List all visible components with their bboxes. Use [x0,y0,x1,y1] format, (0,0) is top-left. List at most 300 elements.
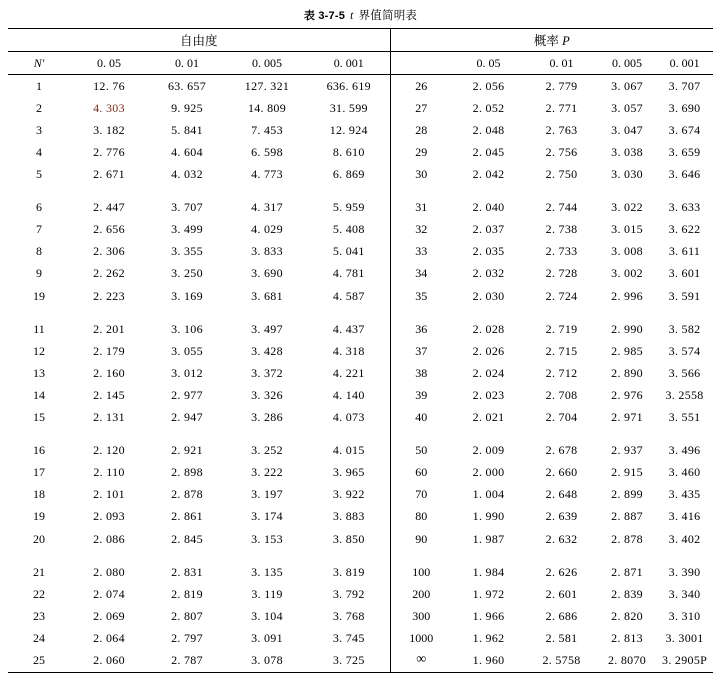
value-left-1: 2. 797 [171,630,203,645]
value-left-1: 4. 032 [171,167,203,182]
value-left-0: 2. 223 [93,288,125,303]
table-row [8,462,713,484]
value-right-0: 2. 045 [472,145,505,160]
value-left-1: 2. 947 [171,410,203,425]
table-wrapper [8,28,713,673]
row-index-right: 35 [415,288,428,303]
table-row [8,285,713,307]
table-row [8,528,713,550]
column-header-left-2: 0. 005 [226,52,308,75]
spacer-left [8,429,390,440]
value-right-0: 2. 040 [472,200,505,215]
row-index-left: 24 [33,630,45,645]
spacer-left [8,186,390,197]
value-left-2: 3. 833 [251,244,283,259]
spacer-right [390,307,713,318]
table-row [8,164,713,186]
table-row [8,141,713,163]
row-index-right: 100 [412,564,431,579]
value-left-3: 3. 768 [308,605,390,627]
table-spacer-row [8,186,713,197]
value-left-0: 2. 262 [93,266,125,281]
value-left-3: 636. 619 [308,75,390,98]
value-left-0: 2. 776 [93,145,125,160]
value-left-2: 127. 321 [226,75,308,98]
row-index-right: 37 [415,343,428,358]
row-index-left: 6 [36,200,42,215]
value-right-3: 3. 2558 [665,387,704,402]
value-left-0: 2. 064 [93,630,125,645]
value-right-3: 3. 416 [668,509,701,524]
group-header-row [8,29,713,52]
value-right-1: 2. 719 [545,321,578,336]
row-index-left: 16 [33,443,45,458]
row-index-right: 26 [390,75,452,98]
value-left-1: 63. 657 [148,75,226,98]
value-left-1: 2. 878 [171,487,203,502]
row-index-left: 9 [36,266,42,281]
value-right-2: 2. 839 [611,586,643,601]
value-left-3: 3. 819 [308,561,390,583]
value-left-0: 2. 201 [93,321,125,336]
value-right-1: 2. 660 [545,465,578,480]
value-left-3: 4. 318 [308,340,390,362]
row-index-right: 36 [415,321,428,336]
value-left-2: 3. 104 [251,608,283,623]
value-right-0: 2. 052 [472,100,505,115]
value-left-2: 3. 222 [251,465,283,480]
value-left-3: 4. 015 [308,440,390,462]
row-index-right: 34 [415,266,428,281]
table-row [8,97,713,119]
table-row [8,506,713,528]
value-right-3: 3. 601 [668,266,701,281]
row-index-right: 1000 [409,630,434,645]
table-row [8,649,713,672]
value-left-1: 2. 807 [171,608,203,623]
value-left-2: 3. 326 [251,387,283,402]
value-right-0: 1. 966 [472,608,505,623]
value-left-1: 2. 921 [171,443,203,458]
value-right-1: 2. 779 [525,75,598,98]
value-right-3: 3. 2905P [656,649,713,672]
row-index-left: 13 [33,365,45,380]
row-index-left: 12 [33,343,45,358]
row-index-left: 7 [36,222,42,237]
value-left-3: 31. 599 [308,97,390,119]
table-row [8,605,713,627]
value-left-1: 3. 055 [171,343,203,358]
table-spacer-row [8,429,713,440]
value-left-3: 6. 869 [308,164,390,186]
value-left-3: 4. 140 [308,384,390,406]
value-right-1: 2. 728 [545,266,578,281]
value-left-3: 3. 725 [308,649,390,672]
row-index-right: 38 [415,365,428,380]
row-index-right: 50 [415,443,428,458]
value-right-0: 1. 962 [472,630,505,645]
value-right-3: 3. 646 [668,167,701,182]
value-left-2: 3. 153 [251,531,283,546]
value-left-2: 3. 078 [226,649,308,672]
table-spacer-row [8,550,713,561]
row-index-right: 70 [415,487,428,502]
value-left-3: 5. 408 [308,219,390,241]
value-left-2: 7. 453 [251,122,283,137]
table-row [8,263,713,285]
caption-title: 界值简明表 [358,10,418,22]
row-index-left: 1 [8,75,70,98]
value-right-2: 2. 985 [611,343,643,358]
value-right-2: 2. 878 [611,531,643,546]
value-right-2: 2. 813 [611,630,643,645]
value-right-0: 2. 009 [472,443,505,458]
table-row [8,318,713,340]
table-caption [0,0,721,23]
value-right-2: 2. 990 [611,321,643,336]
value-right-3: 3. 690 [668,100,701,115]
table-number: 表 3-7-5 [303,10,346,22]
value-left-2: 3. 252 [251,443,283,458]
value-right-3: 3. 340 [668,586,701,601]
caption-italic-symbol: t [350,10,354,22]
value-left-3: 3. 792 [308,583,390,605]
value-left-0: 2. 656 [93,222,125,237]
value-right-2: 3. 002 [611,266,643,281]
table-body [8,29,713,673]
value-right-3: 3. 574 [668,343,701,358]
value-right-3: 3. 566 [668,365,701,380]
value-right-2: 3. 057 [611,100,643,115]
value-left-2: 3. 197 [251,487,283,502]
row-index-left: 8 [36,244,42,259]
value-right-1: 2. 738 [545,222,578,237]
value-left-0: 2. 306 [93,244,125,259]
table-spacer-row [8,307,713,318]
row-index-left: 19 [33,288,45,303]
table-row [8,241,713,263]
value-right-1: 2. 704 [545,410,578,425]
value-right-2: 2. 971 [611,410,643,425]
value-left-3: 5. 041 [308,241,390,263]
value-right-2: 3. 022 [611,200,643,215]
row-index-left: 15 [33,410,45,425]
value-left-3: 4. 781 [308,263,390,285]
value-left-1: 2. 831 [171,564,203,579]
column-header-right-3: 0. 001 [656,52,713,75]
row-index-right: 29 [415,145,428,160]
column-header-left-1: 0. 01 [148,52,226,75]
value-right-1: 2. 750 [545,167,578,182]
value-right-1: 2. 626 [545,564,578,579]
table-row [8,627,713,649]
value-right-2: 2. 996 [611,288,643,303]
value-right-3: 3. 582 [668,321,701,336]
value-left-0: 4. 303 [93,100,125,115]
value-left-3: 4. 221 [308,362,390,384]
value-right-2: 2. 915 [611,465,643,480]
value-right-0: 2. 032 [472,266,505,281]
value-left-2: 3. 286 [251,410,283,425]
value-right-0: 2. 028 [472,321,505,336]
value-right-1: 2. 708 [545,387,578,402]
value-left-0: 2. 179 [93,343,125,358]
value-left-0: 12. 76 [70,75,148,98]
value-right-2: 2. 937 [611,443,643,458]
row-index-right: 90 [415,531,428,546]
value-right-3: 3. 310 [668,608,701,623]
value-right-0: 1. 987 [472,531,505,546]
value-right-1: 2. 763 [545,122,578,137]
value-right-0: 2. 000 [472,465,505,480]
table-row [8,219,713,241]
value-right-2: 2. 871 [611,564,643,579]
row-index-right: 39 [415,387,428,402]
value-left-2: 4. 773 [251,167,283,182]
value-right-1: 2. 639 [545,509,578,524]
value-right-2: 2. 8070 [598,649,656,672]
value-right-0: 2. 026 [472,343,505,358]
row-index-right: 30 [415,167,428,182]
value-right-3: 3. 633 [668,200,701,215]
spacer-left [8,307,390,318]
value-right-3: 3. 611 [668,244,701,259]
value-right-0: 2. 023 [472,387,505,402]
value-left-1: 3. 355 [171,244,203,259]
value-right-0: 1. 972 [472,586,505,601]
row-index-right: 200 [412,586,431,601]
value-left-2: 3. 174 [251,509,283,524]
value-left-1: 2. 977 [171,387,203,402]
value-right-1: 2. 632 [545,531,578,546]
spacer-right [390,550,713,561]
table-row [8,440,713,462]
value-right-2: 3. 015 [611,222,643,237]
value-right-1: 2. 5758 [525,649,598,672]
value-right-0: 2. 035 [472,244,505,259]
table-row [8,362,713,384]
value-left-0: 2. 671 [93,167,125,182]
table-row [8,583,713,605]
row-index-right: 40 [415,410,428,425]
value-right-0: 2. 024 [472,365,505,380]
row-index-left: 3 [36,122,42,137]
value-left-3: 3. 922 [308,484,390,506]
row-index-left: 17 [33,465,45,480]
value-left-2: 4. 317 [251,200,283,215]
value-left-1: 2. 861 [171,509,203,524]
value-left-2: 3. 135 [251,564,283,579]
row-index-right: 60 [415,465,428,480]
value-left-2: 3. 372 [251,365,283,380]
value-left-1: 3. 250 [171,266,203,281]
column-header-left-3: 0. 001 [308,52,390,75]
value-left-2: 3. 690 [251,266,283,281]
value-left-0: 2. 160 [93,365,125,380]
value-left-3: 4. 437 [308,318,390,340]
value-left-3: 5. 959 [308,197,390,219]
spacer-left [8,550,390,561]
value-left-1: 3. 169 [171,288,203,303]
row-index-right: 80 [415,509,428,524]
value-right-2: 2. 899 [611,487,643,502]
value-left-0: 2. 060 [70,649,148,672]
row-index-left: 4 [36,145,42,160]
column-header-right-index [390,52,452,75]
column-header-right-0: 0. 05 [452,52,525,75]
value-left-1: 3. 707 [171,200,203,215]
value-left-0: 2. 110 [93,465,125,480]
value-left-1: 3. 012 [171,365,203,380]
value-left-0: 2. 080 [93,564,125,579]
row-index-left: 20 [33,531,45,546]
value-left-1: 5. 841 [171,122,203,137]
value-right-1: 2. 581 [545,630,578,645]
value-right-2: 3. 030 [611,167,643,182]
value-left-1: 2. 845 [171,531,203,546]
value-left-0: 2. 093 [93,509,125,524]
value-right-3: 3. 622 [668,222,701,237]
row-index-left: 25 [8,649,70,672]
row-index-left: 19 [33,509,45,524]
column-header-left-0: 0. 05 [70,52,148,75]
value-right-1: 2. 678 [545,443,578,458]
value-right-1: 2. 686 [545,608,578,623]
value-left-0: 2. 145 [93,387,125,402]
table-row [8,407,713,429]
row-index-left: 5 [36,167,42,182]
row-index-right: 33 [415,244,428,259]
value-left-2: 4. 029 [251,222,283,237]
column-header-right-1: 0. 01 [525,52,598,75]
value-left-0: 2. 101 [93,487,125,502]
value-left-3: 3. 850 [308,528,390,550]
value-right-0: 2. 048 [472,122,505,137]
row-index-left: 2 [36,100,42,115]
value-left-1: 9. 925 [171,100,203,115]
value-right-2: 3. 067 [598,75,656,98]
value-right-3: 3. 496 [668,443,701,458]
value-left-3: 12. 924 [308,119,390,141]
value-left-0: 2. 086 [93,531,125,546]
row-index-right: 31 [415,200,428,215]
value-left-3: 4. 073 [308,407,390,429]
value-right-1: 2. 648 [545,487,578,502]
value-right-3: 3. 659 [668,145,701,160]
value-right-3: 3. 674 [668,122,701,137]
value-right-2: 3. 047 [611,122,643,137]
value-left-2: 3. 091 [251,630,283,645]
value-left-0: 2. 131 [93,410,125,425]
value-left-3: 3. 965 [308,462,390,484]
table-row [8,75,713,98]
value-left-0: 2. 074 [93,586,125,601]
value-right-3: 3. 551 [668,410,701,425]
value-right-3: 3. 591 [668,288,701,303]
value-right-0: 2. 030 [472,288,505,303]
value-right-1: 2. 715 [545,343,578,358]
value-left-3: 4. 587 [308,285,390,307]
value-left-2: 3. 119 [251,586,283,601]
value-right-0: 2. 056 [452,75,525,98]
value-left-2: 6. 598 [251,145,283,160]
value-left-2: 3. 497 [251,321,283,336]
row-index-right: 32 [415,222,428,237]
value-right-3: 3. 460 [668,465,701,480]
table-row [8,561,713,583]
value-right-3: 3. 435 [668,487,701,502]
row-index-left: 21 [33,564,45,579]
value-left-1: 3. 106 [171,321,203,336]
column-header-n: N' [8,52,70,75]
value-right-1: 2. 771 [545,100,578,115]
row-index-left: 22 [33,586,45,601]
spacer-right [390,186,713,197]
value-right-2: 2. 820 [611,608,643,623]
value-right-1: 2. 756 [545,145,578,160]
value-right-2: 3. 008 [611,244,643,259]
value-right-3: 3. 402 [668,531,701,546]
value-right-0: 2. 021 [472,410,505,425]
value-left-3: 8. 610 [308,141,390,163]
value-right-2: 3. 038 [611,145,643,160]
value-left-3: 3. 883 [308,506,390,528]
table-row [8,119,713,141]
value-right-3: 3. 3001 [665,630,704,645]
value-right-0: 1. 004 [472,487,505,502]
table-row [8,340,713,362]
row-index-right: 27 [415,100,428,115]
table-row [8,197,713,219]
table-row [8,484,713,506]
value-left-1: 2. 819 [171,586,203,601]
row-index-left: 11 [33,321,45,336]
value-right-1: 2. 744 [545,200,578,215]
value-left-0: 2. 447 [93,200,125,215]
t-critical-value-table [8,28,713,673]
value-left-2: 3. 428 [251,343,283,358]
value-left-1: 3. 499 [171,222,203,237]
table-row [8,384,713,406]
value-left-1: 4. 604 [171,145,203,160]
value-right-2: 2. 890 [611,365,643,380]
spacer-right [390,429,713,440]
group-header-left: 自由度 [8,29,390,52]
value-left-1: 2. 787 [148,649,226,672]
row-index-left: 18 [33,487,45,502]
value-right-1: 2. 733 [545,244,578,259]
value-right-1: 2. 724 [545,288,578,303]
row-index-right: 28 [415,122,428,137]
row-index-left: 23 [33,608,45,623]
row-index-left: 14 [33,387,45,402]
column-header-right-2: 0. 005 [598,52,656,75]
value-right-3: 3. 707 [656,75,713,98]
value-left-1: 2. 898 [171,465,203,480]
value-right-2: 2. 976 [611,387,643,402]
group-header-right: 概率 P [390,29,713,52]
value-right-2: 2. 887 [611,509,643,524]
value-left-3: 3. 745 [308,627,390,649]
value-right-0: 1. 984 [472,564,505,579]
value-left-2: 3. 681 [251,288,283,303]
value-left-0: 2. 120 [93,443,125,458]
row-index-right: ∞ [390,649,452,672]
value-right-0: 1. 960 [452,649,525,672]
row-index-right: 300 [412,608,431,623]
value-right-0: 1. 990 [472,509,505,524]
value-right-0: 2. 037 [472,222,505,237]
